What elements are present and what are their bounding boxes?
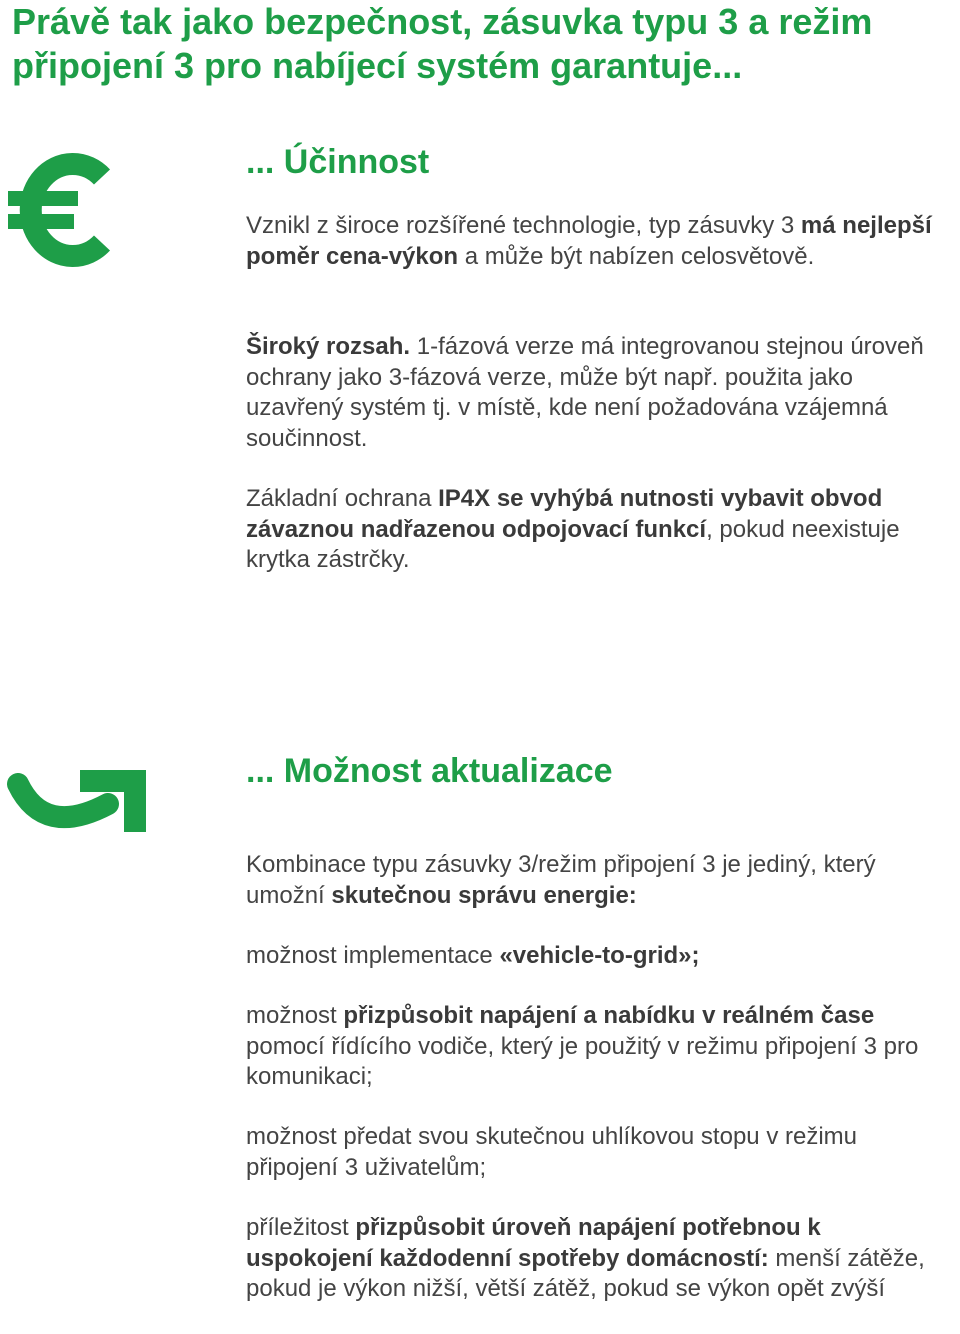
efficiency-heading: ... Účinnost [246, 143, 430, 181]
euro-icon [4, 148, 112, 272]
page-title: Právě tak jako bezpečnost, zásuvka typu 3 a režim připojení 3 pro nabíjecí systém garantuje... [12, 1, 873, 86]
upgrade-paragraph-energy: Kombinace typu zásuvky 3/režim připojení 3 je jediný, který umožní skutečnou správu energie: [246, 851, 876, 909]
efficiency-paragraph-cost: Vznikl z široce rozšířené technologie, typ zásuvky 3 má nejlepší poměr cena-výkon a může být nabízen celosvětově. [246, 212, 932, 270]
upgrade-paragraph-carbon: možnost předat svou skutečnou uhlíkovou stopu v režimu připojení 3 uživatelům; [246, 1123, 857, 1181]
upgrade-paragraph-realtime: možnost přizpůsobit napájení a nabídku v reálném čase pomocí řídícího vodiče, který je použitý v režimu připojení 3 pro komunikaci; [246, 1002, 919, 1090]
curved-arrow-icon [4, 762, 150, 842]
upgrade-heading: ... Možnost aktualizace [246, 752, 613, 790]
upgrade-paragraph-v2g: možnost implementace «vehicle-to-grid»; [246, 942, 700, 969]
efficiency-paragraph-range: Široký rozsah. 1-fázová verze má integrovanou stejnou úroveň ochrany jako 3-fázová verze, může být např. použita jako uzavřený systém tj. v místě, kde není požadována vzájemná součinnost. [246, 333, 924, 452]
upgrade-paragraph-household: příležitost přizpůsobit úroveň napájení potřebnou k uspokojení každodenní spotřeby domácností: menší zátěže, pokud je výkon nižší, větší zátěž, pokud se výkon opět zvýší [246, 1214, 925, 1302]
efficiency-paragraph-protection: Základní ochrana IP4X se vyhýbá nutnosti vybavit obvod závaznou nadřazenou odpojovací funkcí, pokud neexistuje krytka zástrčky. [246, 485, 900, 573]
